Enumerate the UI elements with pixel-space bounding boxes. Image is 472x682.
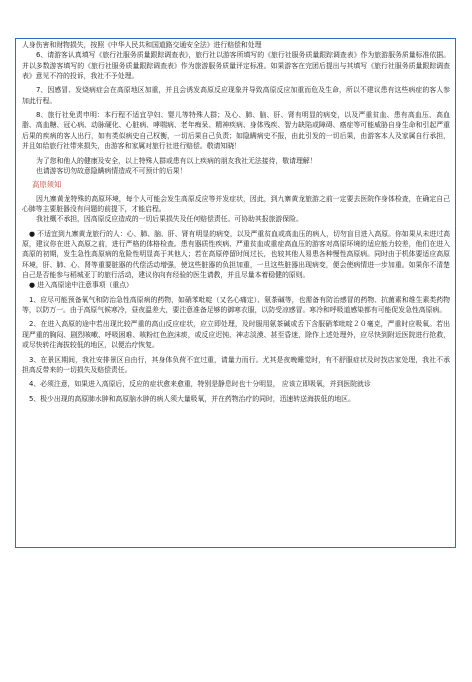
altitude-heading: 高原须知 [32,180,62,190]
altitude-unsuitable-people: ● 不适宜到九寨黄龙旅行的人：心、肺、脑、肝、肾有明显的病变，以及严重贫血或高血压的病人，切勿盲目进入高原。你如果从未进过高原，建议你在进入高原之前，进行严格的体格检查。患有器质性疾病、严重贫血或重症高血压的游客对高原环境的适应能力较差，他们在进入高原的初期，发生急性高原病的危险性明显高于其他人；若在高原停留时间过长，也较其他人易患各种慢性高原病。同时由于机体要适应高原环境，肝、肺、心、肾等重要脏器的代偿活动增强，使这些脏器的负担加重，一旦这些脏器出现病变，便会使病情进一步加重。如果你不清楚自己是否能参与稻城亚丁的旅行活动，建议你向有经验的医生请教，并且尽量本着稳健的原则。 [22,229,450,279]
blank-area [0,548,472,682]
altitude-tip-2: 2、在进入高原的途中若出现比较严重的高山反应症状，应立即处理，及时服用氨茶碱或舌下含服硝苯吡啶２０毫克，严重时应吸氧。若出现严重的胸闷、剧烈咳嗽、呼吸困难、咳粉红色泡沫痰，或反应迟钝、神志淡漠、甚至昏迷，除作上述处理外，应尽快到附近医院进行抢救，或尽快转往海拔较低的地区，以便治疗恢复。 [22,320,450,350]
altitude-tip-1: 1、应尽可能预备氧气和防治急性高原病的药物，如硝苯吡啶（又名心痛定）、氨茶碱等，也需备有防治感冒的药物、抗菌素和维生素类药物等，以防万一。由于高原气候寒冷，昼夜温差大，要注意准备足够的御寒衣服，以防受凉感冒。寒冷和呼吸道感染都有可能促发急性高原病。 [22,295,450,314]
altitude-tip-5: 5、极少出现的高原肺水肿和高原脑水肿的病人须大量吸氧，并在药物治疗的同时，迅速转送海拔低的地区。 [29,394,355,403]
altitude-tip-3: 3、在景区期间，我社安排景区自由行，其身体负荷不宜过重，请量力而行。尤其是夜晚睡觉时，有不舒服症状及时找店家处理，我社不承担高反带来的一切损失及赔偿责任。 [22,355,450,374]
altitude-notice: 我社概不承担，因高原反应造成的一切后果损失及任何赔偿责任。可协助其报旅游保险。 [36,215,303,224]
altitude-journey-heading: ● 进入高原途中注意事项（重点） [29,281,133,290]
paragraph-health-safety: 为了您和他人的健康及安全，以上特殊人群或患有以上疾病的朋友我社无法接待，敬请理解！ [36,156,317,165]
paragraph-cold-fever: 7、因感冒、发烧病症会在高原地区加重，并且会诱发高原反应现象并导致高原反应加重而危及生命，所以不建议患有这些病症的客人参加此行程。 [22,86,450,105]
paragraph-liability: 人身伤害和财物损失，按照《中华人民共和国道路交通安全法》进行赔偿和处理 [22,41,262,49]
notice-content [22,40,450,408]
paragraph-disclaimer: 8、旅行社免责申明：本行程不适宜孕妇、婴儿等特殊人群；及心、肺、脑、肝、肾有明显的病变，以及严重贫血、患有高血压、高血脂、高血糖、冠心病、动脉硬化、心脏病、哮喘病、老年痴呆、精神疾病、身体残疾、智力缺陷或障碍、癌症等可能威胁自身生命和引起严重后果的疾病的客人出行，如有类似病史自己权衡，一切后果自己负责；如隐瞒病史不报，由此引发的一切后果，由游客本人及家属自行承担，并且如给旅行社带来损失，由游客和家属对旅行社进行赔偿。敬请知晓！ [22,111,450,151]
paragraph-no-concealment: 也请游客切勿故意隐瞒病情造成不可预计的后果！ [36,166,187,175]
altitude-intro: 因九寨黄龙特殊的高原环境，每个人可能会发生高原反应等并发症状，因此，到九寨黄龙旅游之前一定要去医院作身体检查，在确定自己心肺等主要脏器没有问题的前提下，才能启程。 [22,194,450,213]
paragraph-survey: 6、请游客认真填写《旅行社服务质量跟踪调查表》，旅行社以游客所填写的《旅行社服务质量跟踪调查表》作为旅游服务质量标准依据。并以多数游客填写的《旅行社服务质量跟踪调查表》作为旅游服务质量评定标准。如果游客在完团后提出与其填写《旅行社服务质量跟踪调查表》意见不符的投诉，我社不予处理。 [22,51,450,80]
altitude-tip-4: 4、必须注意，如果进入高原后，反应的症状愈来愈重，特别是静息时也十分明显， 应该立即吸氧，并到医院就诊 [29,380,371,389]
